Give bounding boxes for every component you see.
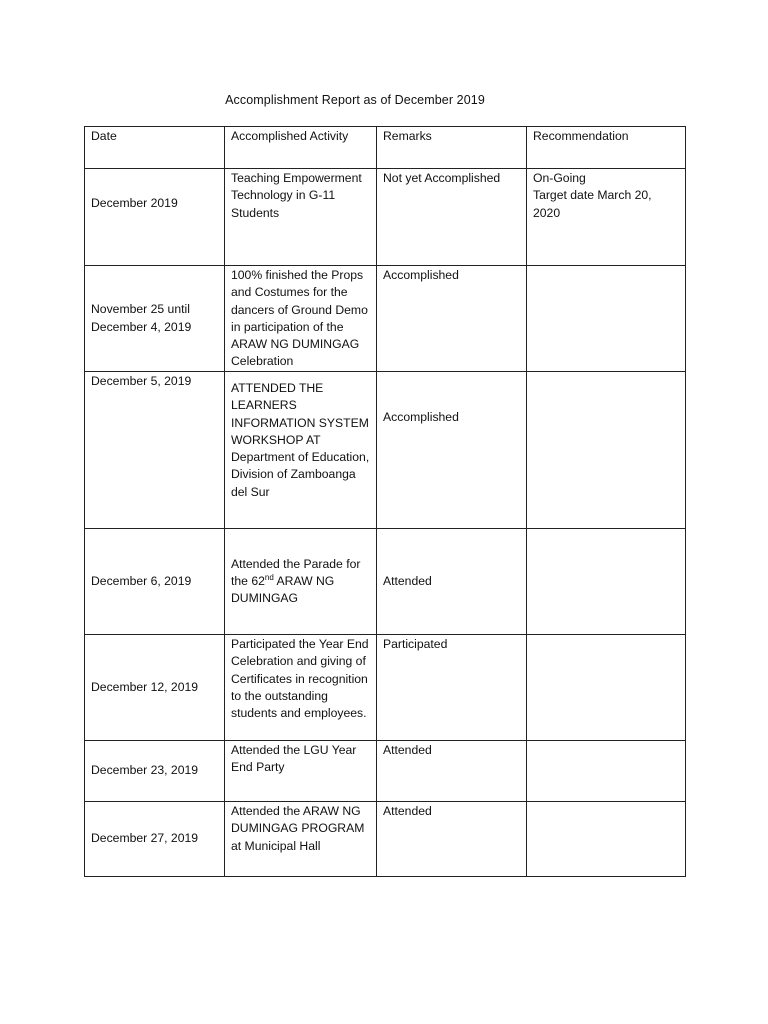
row-recommendation — [527, 741, 686, 802]
row-date: November 25 until December 4, 2019 — [85, 266, 225, 372]
ordinal-suffix: nd — [264, 572, 274, 582]
header-recommendation: Recommendation — [527, 127, 686, 169]
accomplishment-table — [84, 126, 686, 877]
table-row — [85, 741, 686, 802]
row-recommendation — [527, 802, 686, 877]
table-header-row — [85, 127, 686, 169]
row-date: December 2019 — [85, 169, 225, 266]
row-activity: ATTENDED THE LEARNERS INFORMATION SYSTEM WORKSHOP AT Department of Education, Division of Zamboanga del Sur — [225, 372, 377, 529]
row-date: December 6, 2019 — [85, 529, 225, 635]
row-remarks: Attended — [377, 802, 527, 877]
row-remarks: Participated — [377, 635, 527, 741]
table-row — [85, 372, 686, 529]
header-accomplished-activity: Accomplished Activity — [225, 127, 377, 169]
row-activity: 100% finished the Props and Costumes for the dancers of Ground Demo in participation of the ARAW NG DUMINGAG Celebration — [225, 266, 377, 372]
row-recommendation — [527, 529, 686, 635]
activity-text: Attended the Parade for the 62 — [231, 556, 361, 588]
row-remarks: Not yet Accomplished — [377, 169, 527, 266]
header-remarks: Remarks — [377, 127, 527, 169]
row-recommendation — [527, 635, 686, 741]
row-activity: Attended the LGU Year End Party — [225, 741, 377, 802]
row-activity: Attended the ARAW NG DUMINGAG PROGRAM at Municipal Hall — [225, 802, 377, 877]
row-activity: Participated the Year End Celebration and giving of Certificates in recognition to the outstanding students and employees. — [225, 635, 377, 741]
header-date: Date — [85, 127, 225, 169]
table-row — [85, 529, 686, 635]
row-date: December 5, 2019 — [85, 372, 225, 529]
activity-text: ARAW NG DUMINGAG — [231, 573, 335, 606]
row-date: December 12, 2019 — [85, 635, 225, 741]
row-remarks: Attended — [377, 741, 527, 802]
page-title: Accomplishment Report as of December 2019 — [225, 93, 485, 107]
row-date: December 27, 2019 — [85, 802, 225, 877]
table-row — [85, 802, 686, 877]
row-activity — [225, 529, 377, 635]
row-recommendation — [527, 266, 686, 372]
row-recommendation: On-Going Target date March 20, 2020 — [527, 169, 686, 266]
row-remarks: Accomplished — [377, 266, 527, 372]
table-row — [85, 635, 686, 741]
row-remarks: Attended — [377, 529, 527, 635]
table-row — [85, 169, 686, 266]
row-recommendation — [527, 372, 686, 529]
table-row — [85, 266, 686, 372]
row-date: December 23, 2019 — [85, 741, 225, 802]
row-remarks: Accomplished — [377, 372, 527, 529]
row-activity: Teaching Empowerment Technology in G-11 Students — [225, 169, 377, 266]
